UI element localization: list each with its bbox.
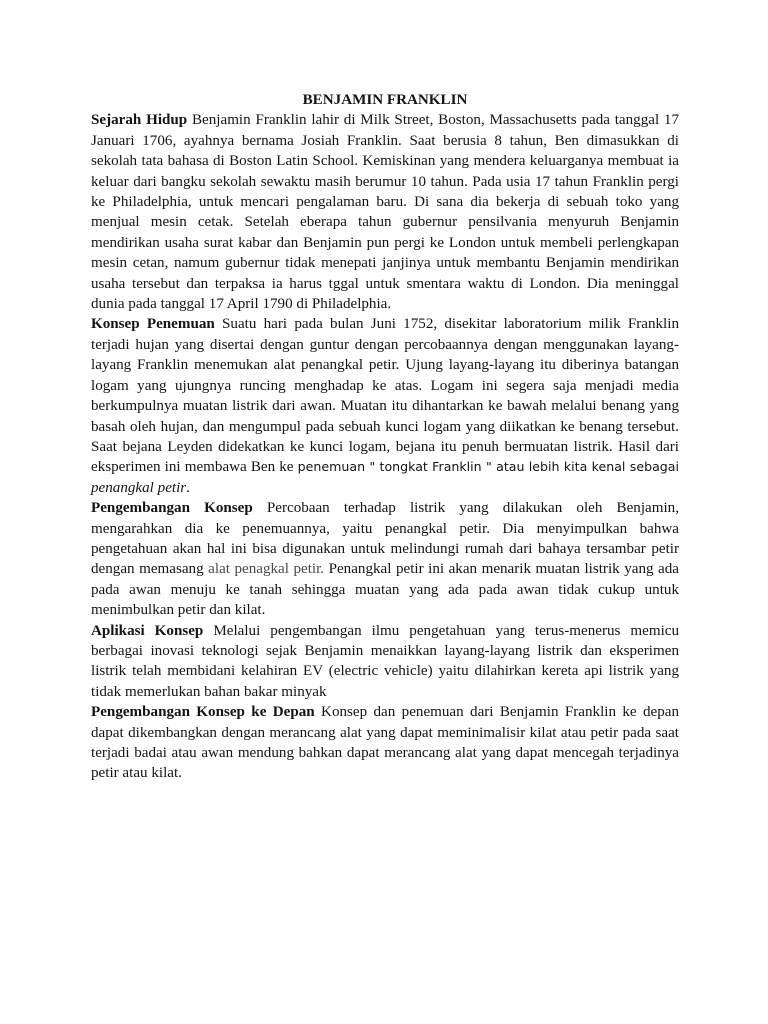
paragraph-text-muted: alat penagkal petir. bbox=[208, 561, 325, 578]
paragraph-text: Percobaan terhadap listrik yang dilakukan oleh Benjamin, mengarahkan dia ke penemuannya, yaitu penangkal petir. Dia menyimpulkan bahwa pengetahuan akan hal ini bisa digunakan untuk melindungi rumah dari bahaya tersambar petir dengan memasang bbox=[91, 500, 679, 578]
section-heading-konsep-penemuan: Konsep Penemuan bbox=[91, 316, 215, 333]
section-heading-pengembangan-konsep: Pengembangan Konsep bbox=[91, 500, 253, 517]
paragraph-text: Benjamin Franklin lahir di Milk Street, Boston, Massachusetts pada tanggal 17 Januari 1706, ayahnya bernama Josiah Franklin. Saat berusia 8 tahun, Ben dimasukkan di sekolah tata bahasa di Boston Latin School. Kemiskinan yang mendera keluarganya membuat ia keluar dari bangku sekolah sewaktu masih berumur 10 tahun. Pada usia 17 tahun Franklin pergi ke Philadelphia, untuk mencari pengalaman baru. Di sana dia bekerja di sebuah toko yang menjual mesin cetak. Setelah eberapa tahun gubernur pensilvania menyuruh Benjamin mendirikan usaha surat kabar dan Benjamin pun pergi ke London untuk membeli perlengkapan mesin cetan, namum gubernur tidak menepati janjinya untuk membantu Benjamin mendirikan usaha tersebut dan terpaksa ia harus tggal untuk smentara waktu di London. Dia meninggal dunia pada tanggal 17 April 1790 di Philadelphia. bbox=[91, 112, 680, 313]
paragraph-text: Melalui pengembangan ilmu pengetahuan yang terus-menerus memicu berbagai inovasi teknologi sejak Benjamin menaikkan layang-layang listrik dan eksperimen listrik telah membidani kelahiran EV (electric vehicle) yaitu dilahirkan kereta api listrik yang tidak memerlukan bahan bakar minyak bbox=[91, 622, 680, 700]
page-title: BENJAMIN FRANKLIN bbox=[302, 92, 468, 108]
paragraph-sejarah-hidup bbox=[91, 110, 679, 314]
paragraph-aplikasi-konsep bbox=[91, 621, 679, 703]
section-heading-pengembangan-ke-depan: Pengembangan Konsep ke Depan bbox=[91, 704, 315, 721]
section-heading-aplikasi-konsep: Aplikasi Konsep bbox=[91, 622, 204, 639]
paragraph-pengembangan-konsep bbox=[91, 498, 679, 620]
paragraph-pengembangan-ke-depan bbox=[91, 702, 679, 784]
paragraph-text: Konsep dan penemuan dari Benjamin Franklin ke depan dapat dikembangkan dengan merancang alat yang dapat meminimalisir kilat atau petir pada saat terjadi badai atau awan mendung bahkan dapat merancang alat yang dapat mencegah terjadinya petir atau kilat. bbox=[91, 704, 679, 782]
paragraph-text-sans: penemuan " tongkat Franklin " atau lebih kita kenal sebagai bbox=[297, 459, 680, 475]
paragraph-text-end: Penangkal petir ini akan menarik muatan listrik yang ada pada awan menuju ke tanah sehingga muatan yang ada pada awan tidak cukup untuk menimbulkan petir dan kilat. bbox=[91, 561, 679, 619]
paragraph-text-end: . bbox=[186, 479, 190, 496]
paragraph-text: Suatu hari pada bulan Juni 1752, disekitar laboratorium milik Franklin terjadi hujan yang disertai dengan guntur dengan percobaannya dengan menggunakan layang-layang Franklin menemukan alat penangkal petir. Ujung layang-layang itu diberinya batangan logam yang ujungnya runcing menghadap ke atas. Logam ini segera saja menjadi media berkumpulnya muatan listrik dari awan. Muatan itu dihantarkan ke bawah melalui benang yang basah oleh hujan, dan mengumpul pada sebuah kunci logam yang diikatkan ke benang tersebut. Saat bejana Leyden didekatkan ke kunci logam, bejana itu penuh bermuatan listrik. Hasil dari eksperimen ini membawa Ben ke bbox=[91, 316, 679, 476]
paragraph-text-italic: penangkal petir bbox=[91, 479, 187, 496]
section-heading-sejarah-hidup: Sejarah Hidup bbox=[91, 112, 188, 129]
paragraph-konsep-penemuan bbox=[91, 314, 679, 498]
document-page bbox=[91, 90, 679, 784]
